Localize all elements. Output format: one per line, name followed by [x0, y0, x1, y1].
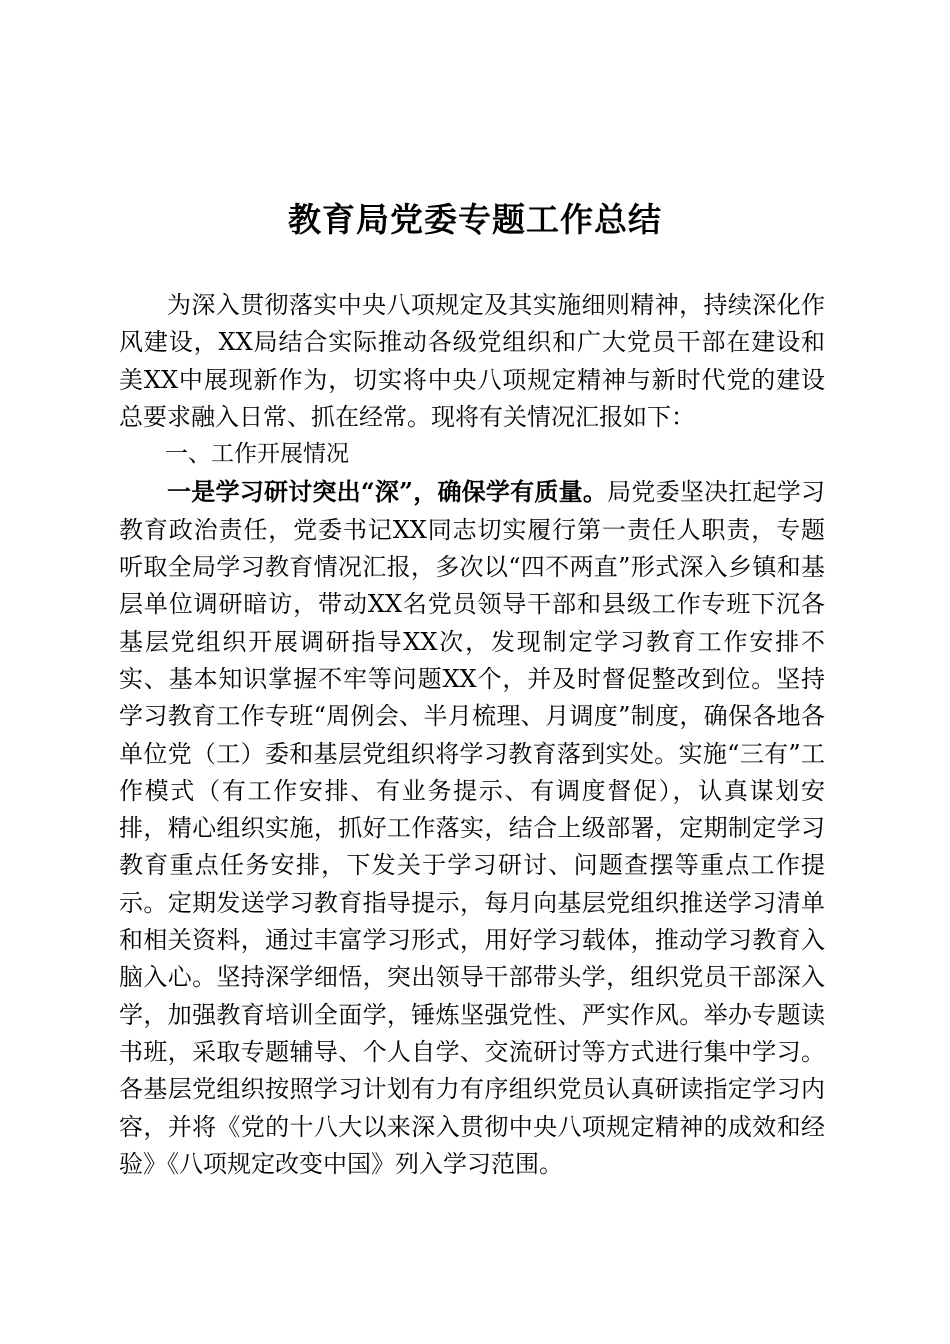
point-one-paragraph — [119, 473, 825, 1183]
intro-paragraph: 为深入贯彻落实中央八项规定及其实施细则精神，持续深化作风建设，XX局结合实际推动各级党组织和广大党员干部在建设和美XX中展现新作为，切实将中央八项规定精神与新时代党的建设总要求融入日常、抓在经常。现将有关情况汇报如下： — [119, 291, 825, 431]
section-heading: 一、工作开展情况 — [165, 441, 349, 468]
point-one-lead: 一是学习研讨突出“深”，确保学有质量。 — [167, 477, 608, 507]
document-body — [119, 287, 825, 1183]
document-title: 教育局党委专题工作总结 — [288, 200, 662, 239]
point-one-body: 局党委坚决扛起学习教育政治责任，党委书记XX同志切实履行第一责任人职责，专题听取全局学习教育情况汇报，多次以“四不两直”形式深入乡镇和基层单位调研暗访，带动XX名党员领导干部和县级工作专班下沉各基层党组织开展调研指导XX次，发现制定学习教育工作安排不实、基本知识掌握不牢等问题XX个，并及时督促整改到位。坚持学习教育工作专班“周例会、半月梳理、月调度”制度，确保各地各单位党（工）委和基层党组织将学习教育落到实处。实施“三有”工作模式（有工作安排、有业务提示、有调度督促），认真谋划安排，精心组织实施，抓好工作落实，结合上级部署，定期制定学习教育重点任务安排，下发关于学习研讨、问题查摆等重点工作提示。定期发送学习教育指导提示，每月向基层党组织推送学习清单和相关资料，通过丰富学习形式，用好学习载体，推动学习教育入脑入心。坚持深学细悟，突出领导干部带头学，组织党员干部深入学，加强教育培训全面学，锤炼坚强党性、严实作风。举办专题读书班，采取专题辅导、个人自学、交流研讨等方式进行集中学习。各基层党组织按照学习计划有力有序组织党员认真研读指定学习内容，并将《党的十八大以来深入贯彻中央八项规定精神的成效和经验》《八项规定改变中国》列入学习范围。 — [119, 478, 826, 1178]
